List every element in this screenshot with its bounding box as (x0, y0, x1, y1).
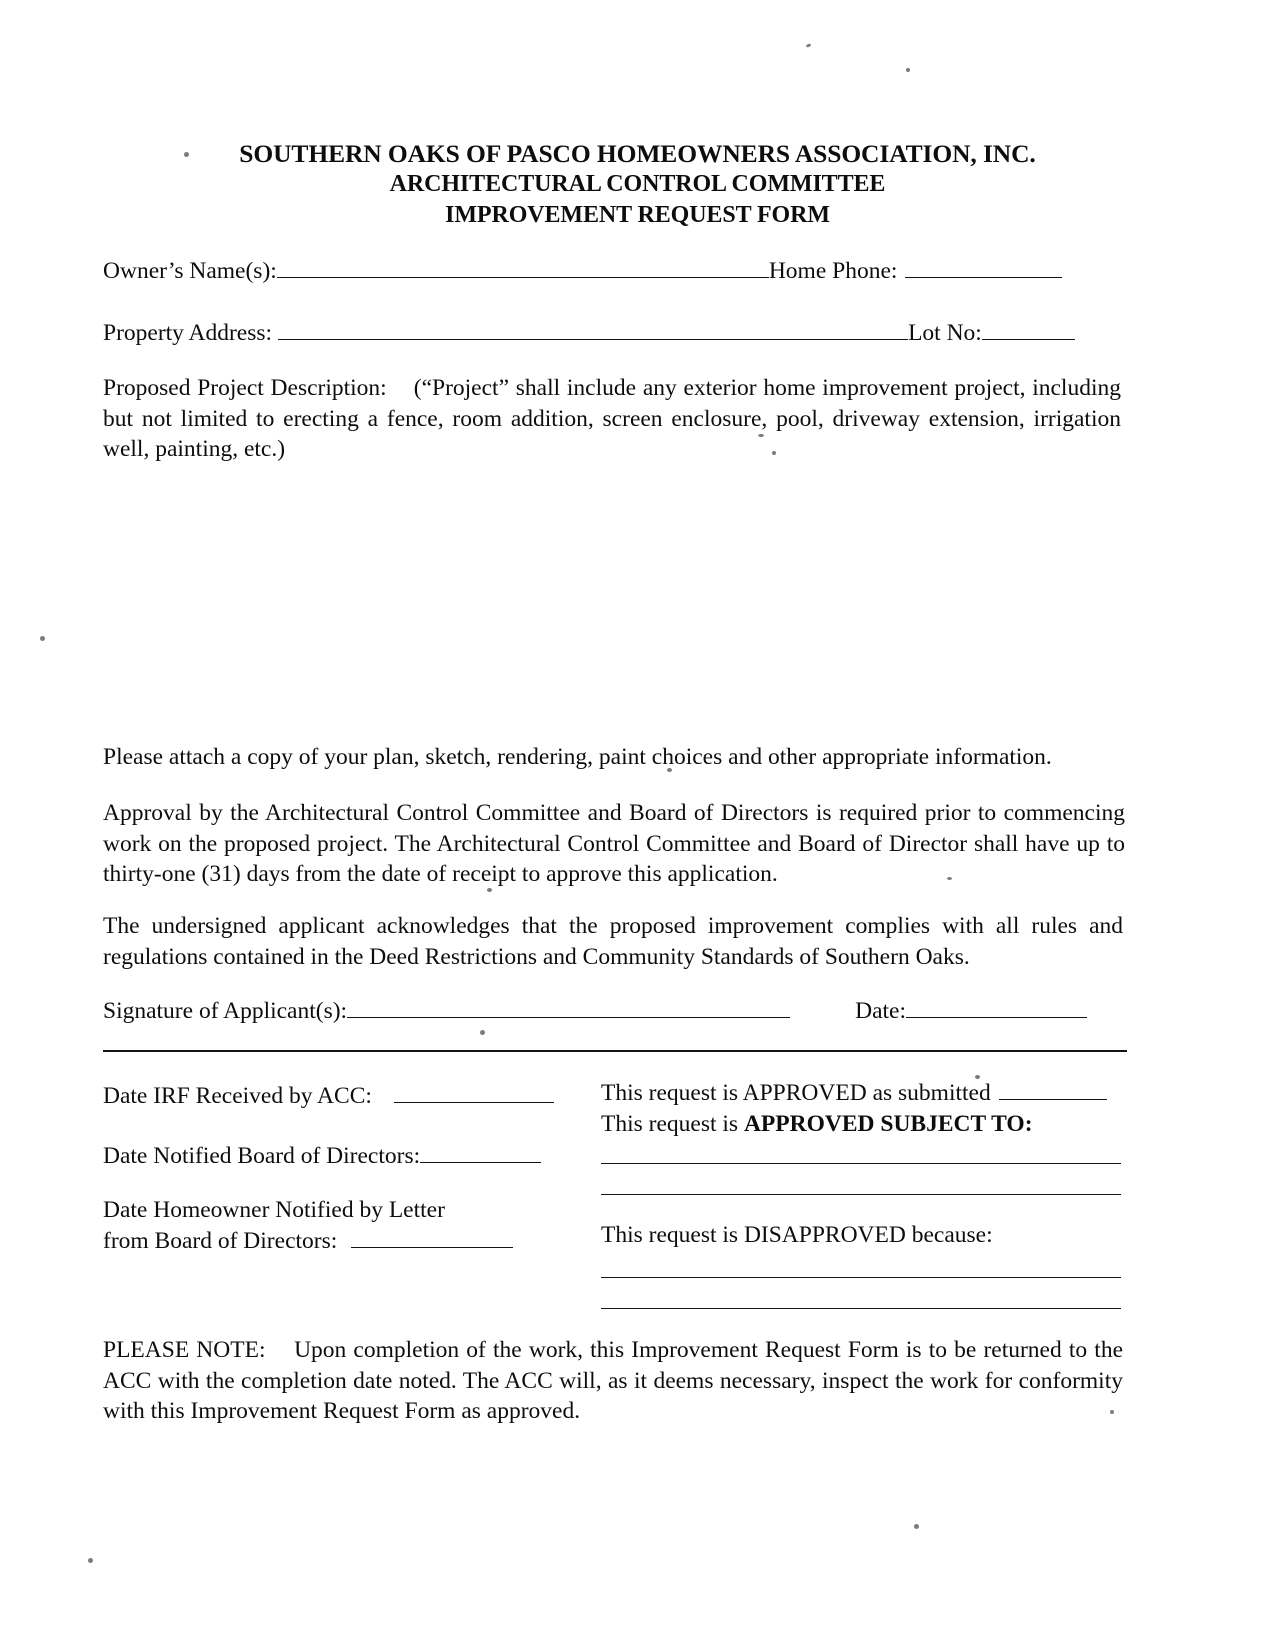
signature-date-input[interactable] (906, 998, 1087, 1018)
owner-name-label: Owner’s Name(s): (103, 258, 277, 284)
scan-speck (906, 68, 910, 72)
approved-subject-to-line-1[interactable] (601, 1163, 1121, 1164)
please-note-label: PLEASE NOTE: (103, 1337, 266, 1363)
scan-speck (480, 1030, 485, 1035)
approved-as-submitted-input[interactable] (999, 1080, 1107, 1100)
scan-speck (40, 636, 45, 641)
disapproved-row: This request is DISAPPROVED because: (601, 1222, 993, 1248)
home-phone-input[interactable] (905, 258, 1062, 278)
lot-no-label: Lot No: (908, 320, 982, 346)
approval-paragraph: Approval by the Architectural Control Committee and Board of Directors is required prior to commencing work on the proposed project. The Architectural Control Committee and Board of Director shall have up to thirty-one (31) days from the date of receipt to approve this application. (103, 800, 1125, 887)
approved-subject-to-row (601, 1111, 1121, 1138)
signature-applicant-input[interactable] (347, 998, 790, 1018)
approved-as-submitted-label: This request is APPROVED as submitted (601, 1080, 991, 1106)
date-homeowner-notified-input[interactable] (351, 1228, 513, 1248)
signature-date-label: Date: (855, 998, 906, 1024)
project-description-label: Proposed Project Description: (103, 375, 387, 401)
property-address-input[interactable] (278, 320, 908, 340)
date-irf-received-label: Date IRF Received by ACC: (103, 1083, 372, 1109)
approved-as-submitted-row (601, 1080, 1121, 1107)
owner-name-input[interactable] (277, 258, 769, 278)
property-address-label: Property Address: (103, 320, 273, 346)
property-address-row (103, 320, 1121, 347)
project-description-text: (“Project” shall include any exterior home improvement project, including but not limited to erecting a fence, room addition, screen enclosure, pool, driveway extension, irrigation well, painting, etc.) (103, 375, 1121, 462)
project-description-entry-area[interactable] (103, 470, 1121, 725)
header-line-committee: ARCHITECTURAL CONTROL COMMITTEE (389, 171, 886, 197)
date-homeowner-notified-label-line2: from Board of Directors: (103, 1228, 338, 1254)
acknowledgement-paragraph: The undersigned applicant acknowledges that the proposed improvement complies with all rules and regulations contained in the Deed Restrictions and Community Standards of Southern Oaks. (103, 913, 1123, 970)
please-note-paragraph (103, 1335, 1123, 1427)
approved-subject-to-label: APPROVED SUBJECT TO: (743, 1111, 1033, 1137)
disapproved-line-2[interactable] (601, 1308, 1121, 1309)
header-line-association: SOUTHERN OAKS OF PASCO HOMEOWNERS ASSOCIATION, INC. (239, 139, 1036, 168)
signature-row (103, 998, 1121, 1025)
disapproved-line-1[interactable] (601, 1277, 1121, 1278)
scan-speck (806, 43, 812, 48)
date-notified-board-input[interactable] (420, 1143, 541, 1163)
attach-paragraph: Please attach a copy of your plan, sketch, rendering, paint choices and other appropriate information. (103, 744, 1052, 770)
header-line-form-title: IMPROVEMENT REQUEST FORM (445, 202, 830, 228)
home-phone-label: Home Phone: (768, 258, 898, 284)
approved-subject-to-line-2[interactable] (601, 1194, 1121, 1195)
lot-no-input[interactable] (982, 320, 1075, 340)
scan-speck (914, 1524, 919, 1529)
date-homeowner-notified-row (103, 1228, 583, 1255)
date-notified-board-label: Date Notified Board of Directors: (103, 1143, 421, 1169)
date-irf-received-row (103, 1083, 583, 1110)
approved-subject-to-prefix: This request is (601, 1111, 744, 1137)
scan-speck (975, 1075, 980, 1079)
date-notified-board-row (103, 1143, 583, 1170)
project-description-paragraph (103, 373, 1121, 465)
section-divider (103, 1050, 1127, 1052)
please-note-text: Upon completion of the work, this Improvement Request Form is to be returned to the ACC with the completion date noted. The ACC will, as it deems necessary, inspect the work for conformity with this Improvement Request Form as approved. (103, 1337, 1124, 1424)
owner-name-row (103, 258, 1121, 285)
date-irf-received-input[interactable] (394, 1083, 554, 1103)
document-header (0, 138, 1275, 231)
scan-speck (88, 1558, 93, 1563)
signature-applicant-label: Signature of Applicant(s): (103, 998, 348, 1024)
date-homeowner-notified-label-line1: Date Homeowner Notified by Letter (103, 1197, 445, 1223)
